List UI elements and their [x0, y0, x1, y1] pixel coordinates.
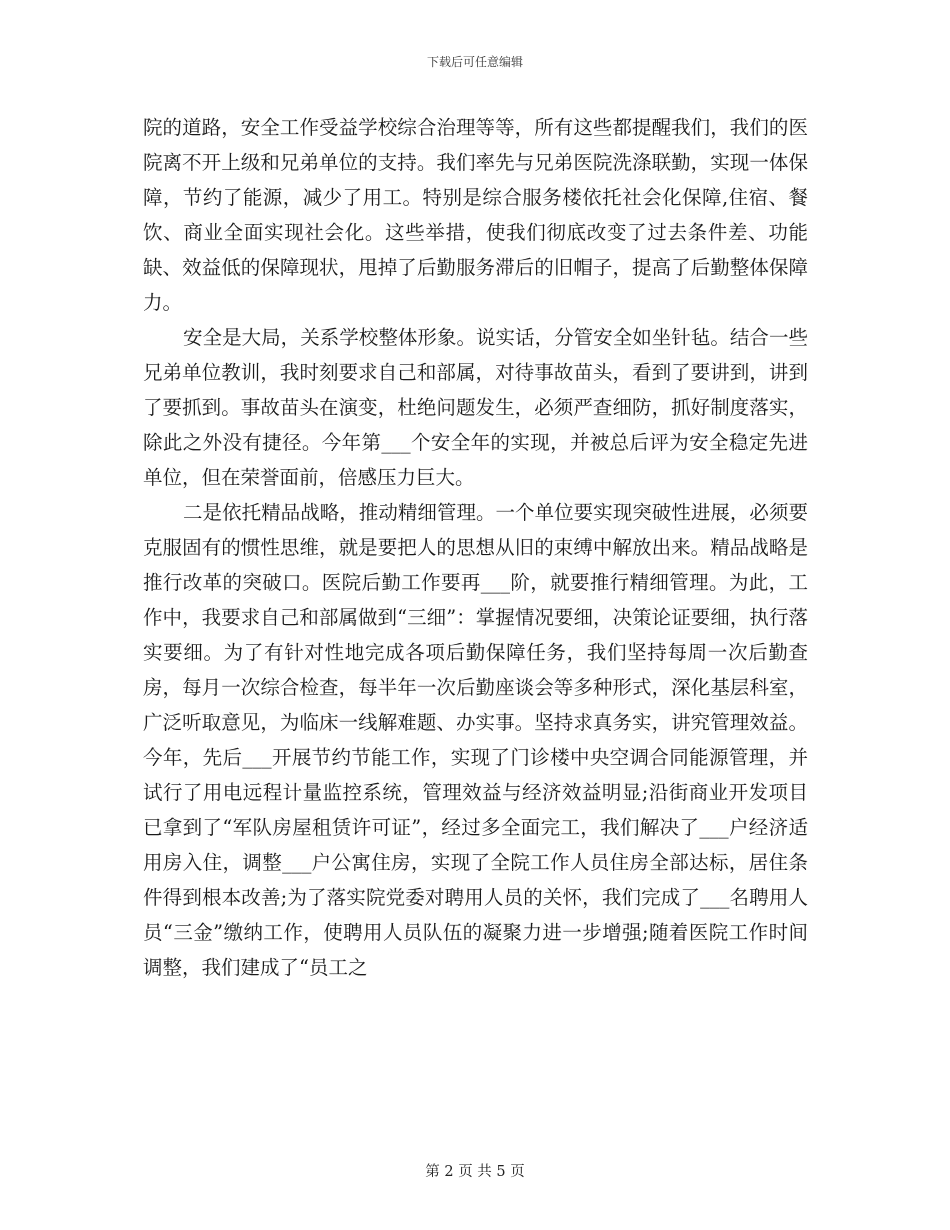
paragraph-refined-management: 二是依托精品战略，推动精细管理。一个单位要实现突破性进展，必须要克服固有的惯性思维，就是要把人的思想从旧的束缚中解放出来。精品战略是推行改革的突破口。医院后勤工作要再___阶，就要推行精细管理。为此，工作中，我要求自己和部属做到“三细”：掌握情况要细，决策论证要细，执行落实要细。为了有针对性地完成各项后勤保障任务，我们坚持每周一次后勤查房，每月一次综合检查，每半年一次后勤座谈会等多种形式，深化基层科室，广泛听取意见，为临床一线解难题、办实事。坚持求真务实，讲究管理效益。今年，先后___开展节约节能工作，实现了门诊楼中央空调合同能源管理，并试行了用电远程计量监控系统，管理效益与经济效益明显;沿街商业开发项目已拿到了“军队房屋租赁许可证”，经过多全面完工，我们解决了___户经济适用房入住，调整___户公寓住房，实现了全院工作人员住房全部达标，居住条件得到根本改善;为了落实院党委对聘用人员的关怀，我们完成了___名聘用人员“三金”缴纳工作，使聘用人员队伍的凝聚力进一步增强;随着医院工作时间调整，我们建成了“员工之 — [143, 501, 808, 979]
page-header-note: 下载后可任意编辑 — [426, 55, 523, 69]
page-number: 第 2 页 共 5 页 — [425, 1164, 525, 1180]
document-body — [143, 110, 808, 985]
paragraph-safety: 安全是大局，关系学校整体形象。说实话，分管安全如坐针毡。结合一些兄弟单位教训，我时刻要求自己和部属，对待事故苗头，看到了要讲到，讲到了要抓到。事故苗头在演变，杜绝问题发生，必须严查细防，抓好制度落实，除此之外没有捷径。今年第___个安全年的实现，并被总后评为安全稳定先进单位，但在荣誉面前，倍感压力巨大。 — [143, 326, 808, 489]
paragraph-continuation: 院的道路，安全工作受益学校综合治理等等，所有这些都提醒我们，我们的医院离不开上级和兄弟单位的支持。我们率先与兄弟医院洗涤联勤，实现一体保障，节约了能源，减少了用工。特别是综合服务楼依托社会化保障,住宿、餐饮、商业全面实现社会化。这些举措，使我们彻底改变了过去条件差、功能缺、效益低的保障现状，甩掉了后勤服务滞后的旧帽子，提高了后勤整体保障力。 — [143, 116, 808, 314]
